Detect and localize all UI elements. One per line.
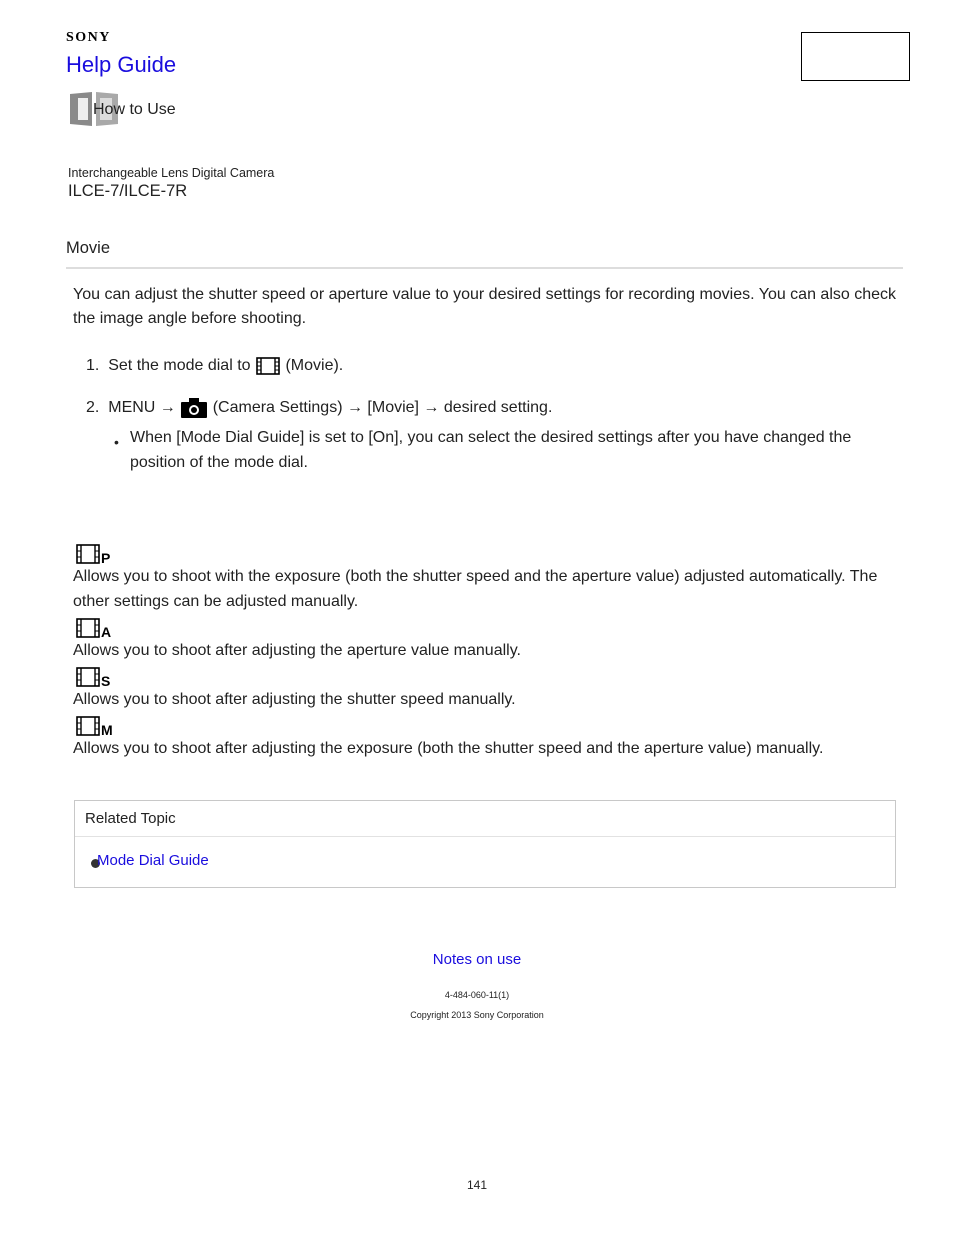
- mode-a-description: Allows you to shoot after adjusting the aperture value manually.: [73, 642, 521, 659]
- notes-on-use-link[interactable]: Notes on use: [432, 951, 522, 968]
- title-divider: [66, 267, 903, 269]
- step-text: MENU →: [108, 399, 176, 417]
- search-box[interactable]: [801, 32, 910, 81]
- page-number: 141: [466, 1178, 488, 1192]
- mode-letter: A: [101, 624, 112, 639]
- related-topic-box: [74, 800, 896, 888]
- movie-s-icon: [76, 666, 116, 688]
- product-category: Interchangeable Lens Digital Camera: [68, 166, 275, 180]
- step-1: [86, 356, 343, 376]
- movie-p-icon: [76, 543, 116, 565]
- step-number: 1.: [86, 357, 100, 375]
- mode-letter: S: [101, 673, 111, 688]
- step-text: Set the mode dial to: [108, 357, 251, 375]
- camera-icon: [180, 397, 208, 419]
- product-model: ILCE-7/ILCE-7R: [68, 182, 188, 200]
- mode-letter: P: [101, 550, 111, 565]
- related-topic-header: [75, 801, 895, 837]
- step-text-after: (Camera Settings) → [Movie] → desired setting.: [212, 399, 553, 417]
- mode-dial-guide-link[interactable]: Mode Dial Guide: [97, 852, 209, 869]
- bullet-icon: •: [114, 434, 119, 450]
- mode-p-description: Allows you to shoot with the exposure (both the shutter speed and the aperture value) adjusted automatically. The other settings can be adjusted manually.: [73, 568, 878, 610]
- mode-dial-guide-note: When [Mode Dial Guide] is set to [On], you can select the desired settings after you have changed the position of the mode dial.: [130, 429, 852, 471]
- step-2: [86, 397, 552, 419]
- step-text-after: (Movie).: [285, 357, 344, 375]
- copyright: Copyright 2013 Sony Corporation: [410, 1010, 544, 1020]
- mode-letter: M: [101, 722, 113, 737]
- step-number: 2.: [86, 399, 100, 417]
- section-label: How to Use: [93, 101, 176, 118]
- movie-a-icon: [76, 617, 116, 639]
- movie-film-icon: [255, 356, 281, 376]
- page-title: Movie: [66, 239, 111, 257]
- document-number: 4-484-060-11(1): [444, 990, 510, 1000]
- related-topic-title: Related Topic: [85, 810, 176, 827]
- movie-m-icon: [76, 715, 118, 737]
- mode-s-description: Allows you to shoot after adjusting the shutter speed manually.: [73, 691, 516, 708]
- intro-paragraph: You can adjust the shutter speed or aperture value to your desired settings for recording movies. You can also check the image angle before shooting.: [73, 286, 897, 327]
- help-guide-link[interactable]: Help Guide: [66, 52, 177, 77]
- mode-m-description: Allows you to shoot after adjusting the exposure (both the shutter speed and the aperture value) manually.: [73, 740, 824, 757]
- sony-logo: SONY: [66, 30, 111, 45]
